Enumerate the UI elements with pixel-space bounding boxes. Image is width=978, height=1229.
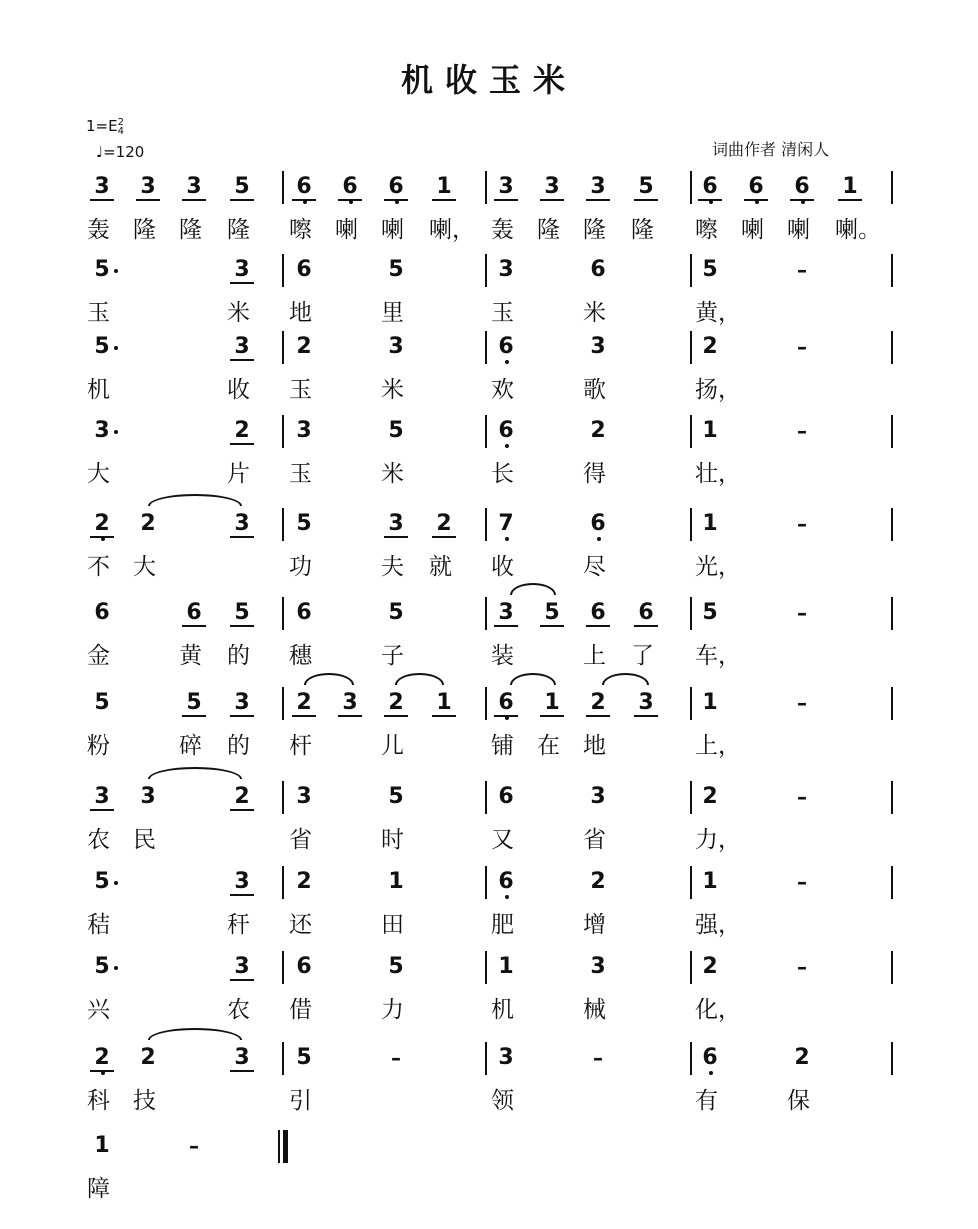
lyric-syllable: 片 — [227, 461, 250, 487]
barline — [891, 1042, 893, 1075]
barline — [891, 597, 893, 630]
key-signature — [86, 117, 124, 136]
lyric-syllable: 了 — [631, 643, 654, 669]
note: 2 — [590, 869, 606, 894]
score-system — [0, 1134, 978, 1216]
note: 2 — [702, 954, 718, 979]
barline — [891, 951, 893, 984]
lyric-syllable: 田 — [381, 912, 404, 938]
lyric-syllable: 化， — [695, 997, 741, 1023]
note: 5 — [540, 601, 564, 627]
barline — [485, 331, 487, 364]
lyric-syllable: 米 — [583, 300, 606, 326]
score-system — [0, 955, 978, 1037]
note: 6 — [296, 257, 312, 282]
note: 5 — [388, 600, 404, 625]
lyric-syllable: 保 — [787, 1088, 810, 1114]
note: 5 — [90, 335, 114, 359]
barline — [690, 254, 692, 287]
note: 6 — [494, 870, 518, 894]
note: 2 — [90, 1046, 114, 1072]
note: 5 — [296, 511, 312, 536]
note: 6 — [94, 600, 110, 625]
note: 6 — [494, 335, 518, 359]
barline — [485, 1042, 487, 1075]
lyric-syllable: 科 — [87, 1088, 110, 1114]
note: 6 — [494, 419, 518, 443]
note: 6 — [292, 175, 316, 201]
lyric-syllable: 米 — [381, 461, 404, 487]
lyric-syllable: 米 — [381, 377, 404, 403]
note: 3 — [494, 601, 518, 627]
note: 3 — [498, 257, 514, 282]
lyric-syllable: 隆 — [227, 217, 250, 243]
note: 5 — [90, 258, 114, 282]
lyric-syllable: 里 — [381, 300, 404, 326]
lyric-syllable: 机 — [491, 997, 514, 1023]
lower-octave-dot — [597, 537, 601, 541]
note: 3 — [590, 784, 606, 809]
lyric-syllable: 还 — [289, 912, 312, 938]
note: 5 — [388, 784, 404, 809]
lyric-syllable: 力， — [695, 827, 741, 853]
lyric-syllable: 又 — [491, 827, 514, 853]
note: 6 — [698, 1046, 722, 1070]
barline — [282, 254, 284, 287]
barline — [690, 866, 692, 899]
lower-octave-dot — [505, 444, 509, 448]
score-system — [0, 691, 978, 773]
lyric-syllable: 子 — [381, 643, 404, 669]
lyric-syllable: 机 — [87, 377, 110, 403]
note: 6 — [182, 601, 206, 627]
note: 5 — [388, 257, 404, 282]
note: 1 — [838, 175, 862, 201]
barline — [891, 508, 893, 541]
lyric-syllable: 玉 — [289, 461, 312, 487]
note: 1 — [94, 1133, 110, 1158]
barline — [485, 254, 487, 287]
lyric-syllable: 的 — [227, 643, 250, 669]
note: 6 — [744, 175, 768, 201]
note: 1 — [498, 954, 514, 979]
barline — [485, 171, 487, 204]
lyric-syllable: 玉 — [289, 377, 312, 403]
lyric-syllable: 力 — [381, 997, 404, 1023]
note: 3 — [296, 784, 312, 809]
lyric-syllable: 轰 — [87, 217, 110, 243]
note: 3 — [230, 258, 254, 284]
score-system — [0, 785, 978, 867]
lyric-syllable: 隆 — [583, 217, 606, 243]
barline — [485, 866, 487, 899]
note: 5 — [230, 175, 254, 201]
lyric-syllable: 喇 — [787, 217, 810, 243]
lyric-syllable: 收 — [227, 377, 250, 403]
lyric-syllable: 增 — [583, 912, 606, 938]
note: 5 — [182, 691, 206, 717]
barline — [485, 597, 487, 630]
note: 3 — [140, 784, 156, 809]
lyric-syllable: 碎 — [179, 733, 202, 759]
note: 5 — [94, 690, 110, 715]
barline — [282, 597, 284, 630]
lyric-syllable: 引 — [289, 1088, 312, 1114]
lyric-syllable: 省 — [583, 827, 606, 853]
barline — [690, 951, 692, 984]
note: 5 — [388, 418, 404, 443]
lyric-syllable: 嚓 — [289, 217, 312, 243]
lyric-syllable: 尽 — [583, 554, 606, 580]
note: 3 — [338, 691, 362, 717]
lower-octave-dot — [505, 360, 509, 364]
note: 3 — [90, 175, 114, 201]
lower-octave-dot — [101, 537, 105, 541]
barline — [485, 415, 487, 448]
augmentation-dot — [114, 346, 118, 350]
note: 3 — [540, 175, 564, 201]
lyric-syllable: 省 — [289, 827, 312, 853]
lyric-syllable: 得 — [583, 461, 606, 487]
lower-octave-dot — [801, 200, 805, 204]
lyric-syllable: 光， — [695, 554, 741, 580]
score-system — [0, 175, 978, 257]
lyric-syllable: 收 — [491, 554, 514, 580]
note: 6 — [586, 601, 610, 627]
augmentation-dot — [114, 881, 118, 885]
lower-octave-dot — [395, 200, 399, 204]
note-dash: – — [797, 512, 807, 536]
lyric-syllable: 在 — [537, 733, 560, 759]
augmentation-dot — [114, 430, 118, 434]
lyric-syllable: 粉 — [87, 733, 110, 759]
note: 2 — [296, 869, 312, 894]
barline — [690, 415, 692, 448]
barline — [282, 687, 284, 720]
note: 2 — [702, 784, 718, 809]
barline — [891, 331, 893, 364]
note: 3 — [494, 175, 518, 201]
tempo-value: =120 — [103, 143, 145, 161]
lyric-syllable: 车， — [695, 643, 741, 669]
note: 1 — [388, 869, 404, 894]
note: 5 — [634, 175, 658, 201]
note: 5 — [90, 870, 114, 894]
note: 1 — [432, 691, 456, 717]
barline — [690, 171, 692, 204]
lyric-syllable: 喇 — [335, 217, 358, 243]
note: 6 — [590, 257, 606, 282]
lyric-syllable: 农 — [227, 997, 250, 1023]
note-dash: – — [797, 691, 807, 715]
note: 6 — [634, 601, 658, 627]
note-dash: – — [797, 419, 807, 443]
note: 5 — [702, 600, 718, 625]
barline — [282, 1042, 284, 1075]
lyric-syllable: 玉 — [491, 300, 514, 326]
note: 1 — [702, 418, 718, 443]
note: 3 — [90, 785, 114, 811]
lyric-syllable: 喇 — [381, 217, 404, 243]
score-system — [0, 419, 978, 501]
note: 6 — [698, 175, 722, 201]
note-dash: – — [797, 870, 807, 894]
note-dash: – — [797, 785, 807, 809]
barline — [690, 781, 692, 814]
score-system — [0, 1046, 978, 1128]
note: 3 — [634, 691, 658, 717]
barline — [690, 331, 692, 364]
note: 2 — [90, 512, 114, 538]
lyric-syllable: 隆 — [179, 217, 202, 243]
augmentation-dot — [114, 269, 118, 273]
note: 5 — [702, 257, 718, 282]
time-num: 2 — [117, 116, 124, 128]
note: 3 — [296, 418, 312, 443]
lyric-syllable: 农 — [87, 827, 110, 853]
lyric-syllable: 铺 — [491, 733, 514, 759]
lyric-syllable: 肥 — [491, 912, 514, 938]
barline — [891, 866, 893, 899]
barline — [690, 1042, 692, 1075]
note: 1 — [702, 690, 718, 715]
lyric-syllable: 米 — [227, 300, 250, 326]
lower-octave-dot — [505, 716, 509, 720]
lyric-syllable: 秆 — [227, 912, 250, 938]
barline — [485, 687, 487, 720]
lyric-syllable: 障 — [87, 1176, 110, 1202]
key-text: 1=E — [86, 117, 118, 135]
lyric-syllable: 黄 — [179, 643, 202, 669]
lyric-syllable: 就 — [429, 554, 452, 580]
lower-octave-dot — [349, 200, 353, 204]
lyric-syllable: 装 — [491, 643, 514, 669]
note: 1 — [540, 691, 564, 717]
lyric-syllable: 借 — [289, 997, 312, 1023]
lyric-syllable: 地 — [583, 733, 606, 759]
note: 2 — [140, 511, 156, 536]
lyric-syllable: 嚓 — [695, 217, 718, 243]
note: 2 — [590, 418, 606, 443]
lyric-syllable: 喇， — [429, 217, 475, 243]
barline — [891, 781, 893, 814]
score-system — [0, 335, 978, 417]
note: 3 — [230, 870, 254, 896]
lyric-syllable: 民 — [133, 827, 156, 853]
barline — [282, 415, 284, 448]
note: 3 — [182, 175, 206, 201]
lyric-syllable: 隆 — [537, 217, 560, 243]
barline — [690, 597, 692, 630]
note: 3 — [90, 419, 114, 443]
lyric-syllable: 地 — [289, 300, 312, 326]
lyric-syllable: 夫 — [381, 554, 404, 580]
note: 6 — [338, 175, 362, 201]
lower-octave-dot — [505, 895, 509, 899]
note-dash: – — [593, 1046, 603, 1070]
lower-octave-dot — [505, 537, 509, 541]
note: 1 — [702, 511, 718, 536]
note: 2 — [432, 512, 456, 538]
lyric-syllable: 兴 — [87, 997, 110, 1023]
score-system — [0, 258, 978, 340]
lyric-syllable: 儿 — [381, 733, 404, 759]
lower-octave-dot — [303, 200, 307, 204]
page-title: 机收玉米 — [400, 61, 577, 99]
note: 3 — [230, 1046, 254, 1072]
note: 2 — [384, 691, 408, 717]
note: 3 — [230, 691, 254, 717]
lyric-syllable: 强， — [695, 912, 741, 938]
score-system — [0, 512, 978, 594]
lower-octave-dot — [709, 200, 713, 204]
note: 2 — [140, 1045, 156, 1070]
lyric-syllable: 歌 — [583, 377, 606, 403]
tempo-marking — [96, 143, 144, 161]
score-system — [0, 870, 978, 952]
score-system — [0, 601, 978, 683]
note: 6 — [296, 600, 312, 625]
lyric-syllable: 壮， — [695, 461, 741, 487]
note: 6 — [498, 784, 514, 809]
time-signature — [118, 118, 124, 136]
lyric-syllable: 不 — [87, 554, 110, 580]
lyric-syllable: 大 — [87, 461, 110, 487]
note-dash: – — [391, 1046, 401, 1070]
lyric-syllable: 领 — [491, 1088, 514, 1114]
note: 3 — [230, 955, 254, 981]
note: 5 — [230, 601, 254, 627]
note: 2 — [586, 691, 610, 717]
lyric-syllable: 上 — [583, 643, 606, 669]
note: 6 — [586, 512, 610, 536]
note: 5 — [296, 1045, 312, 1070]
lyric-syllable: 金 — [87, 643, 110, 669]
note: 3 — [590, 954, 606, 979]
barline — [891, 254, 893, 287]
note: 3 — [384, 512, 408, 538]
barline — [282, 951, 284, 984]
note: 2 — [794, 1045, 810, 1070]
note-dash: – — [797, 258, 807, 282]
barline — [282, 866, 284, 899]
note: 2 — [230, 419, 254, 445]
lyric-syllable: 扬， — [695, 377, 741, 403]
barline — [891, 687, 893, 720]
lyric-syllable: 杆 — [289, 733, 312, 759]
quarter-note-icon: ♩ — [96, 143, 104, 161]
lyric-syllable: 械 — [583, 997, 606, 1023]
lower-octave-dot — [709, 1071, 713, 1075]
note: 3 — [136, 175, 160, 201]
barline — [891, 415, 893, 448]
barline — [282, 171, 284, 204]
note: 6 — [494, 691, 518, 717]
note: 3 — [586, 175, 610, 201]
lyric-syllable: 功 — [289, 554, 312, 580]
lyric-syllable: 技 — [133, 1088, 156, 1114]
note: 3 — [590, 334, 606, 359]
lyric-syllable: 喇。 — [835, 217, 881, 243]
note: 5 — [388, 954, 404, 979]
lyric-syllable: 有 — [695, 1088, 718, 1114]
lyric-syllable: 时 — [381, 827, 404, 853]
barline — [282, 781, 284, 814]
lyric-syllable: 穗 — [289, 643, 312, 669]
note-dash: – — [797, 955, 807, 979]
note: 3 — [388, 334, 404, 359]
note: 6 — [384, 175, 408, 201]
lyric-syllable: 玉 — [87, 300, 110, 326]
barline — [485, 951, 487, 984]
note: 5 — [90, 955, 114, 979]
barline — [282, 331, 284, 364]
lower-octave-dot — [101, 1071, 105, 1075]
lyric-syllable: 轰 — [491, 217, 514, 243]
lyric-syllable: 黄， — [695, 300, 741, 326]
composer-credit: 词曲作者 清闲人 — [712, 140, 830, 159]
lyric-syllable: 长 — [491, 461, 514, 487]
note: 1 — [702, 869, 718, 894]
lyric-syllable: 的 — [227, 733, 250, 759]
barline — [282, 508, 284, 541]
lyric-syllable: 喇 — [741, 217, 764, 243]
note: 2 — [702, 334, 718, 359]
lyric-syllable: 上， — [695, 733, 741, 759]
lyric-syllable: 秸 — [87, 912, 110, 938]
barline — [485, 781, 487, 814]
note-dash: – — [797, 601, 807, 625]
time-den: 4 — [117, 125, 124, 137]
barline — [485, 508, 487, 541]
note-dash: – — [797, 335, 807, 359]
barline — [690, 687, 692, 720]
note: 3 — [498, 1045, 514, 1070]
lyric-syllable: 欢 — [491, 377, 514, 403]
lyric-syllable: 隆 — [631, 217, 654, 243]
lower-octave-dot — [755, 200, 759, 204]
barline — [891, 171, 893, 204]
note: 7 — [494, 512, 518, 536]
note: 2 — [292, 691, 316, 717]
lyric-syllable: 大 — [133, 554, 156, 580]
note: 3 — [230, 512, 254, 538]
note: 2 — [296, 334, 312, 359]
note: 6 — [790, 175, 814, 201]
note: 6 — [296, 954, 312, 979]
barline — [690, 508, 692, 541]
final-barline — [278, 1130, 288, 1163]
augmentation-dot — [114, 966, 118, 970]
lyric-syllable: 隆 — [133, 217, 156, 243]
note: 1 — [432, 175, 456, 201]
note-dash: – — [189, 1134, 199, 1158]
note: 2 — [230, 785, 254, 811]
note: 3 — [230, 335, 254, 361]
